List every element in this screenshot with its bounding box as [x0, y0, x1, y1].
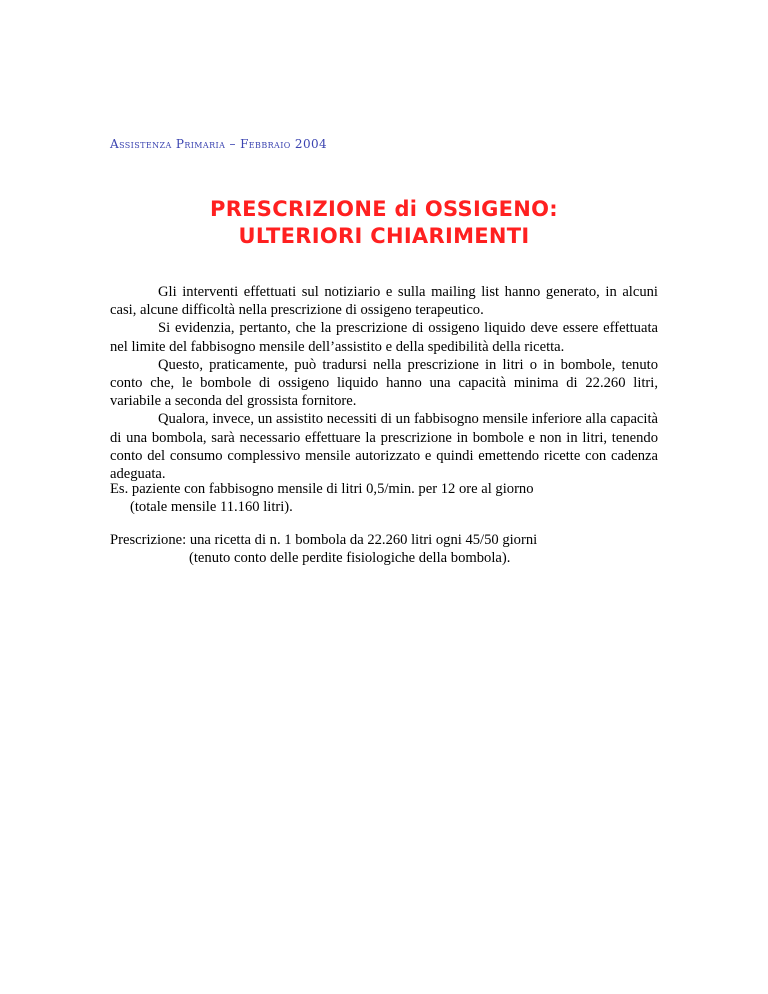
title-line-2: ULTERIORI CHIARIMENTI — [238, 224, 530, 248]
paragraph-1: Gli interventi effettuati sul notiziario e sulla mailing list hanno generato, in alcuni casi, alcune difficoltà nella prescrizione di ossigeno terapeutico. — [110, 284, 658, 319]
document-header: Assistenza Primaria – Febbraio 2004 — [110, 137, 328, 151]
paragraph-3: Questo, praticamente, può tradursi nella prescrizione in litri o in bombole, tenuto conto che, le bombole di ossigeno liquido hanno una capacità minima di 22.260 litri, variabile a seconda del grossista fornitore. — [110, 356, 658, 410]
paragraph-2: Si evidenzia, pertanto, che la prescrizione di ossigeno liquido deve essere effettuata nel limite del fabbisogno mensile dell’assistito e della spedibilità della ricetta. — [110, 320, 658, 355]
prescription-line-2: (tenuto conto delle perdite fisiologiche della bombola). — [189, 550, 511, 567]
title-line-1: PRESCRIZIONE di OSSIGENO: — [210, 197, 558, 221]
paragraph-4: Qualora, invece, un assistito necessiti di un fabbisogno mensile inferiore alla capacità di una bombola, sarà necessario effettuare la prescrizione in bombole e non in litri, tenendo conto del consumo complessivo mensile autorizzato e quindi emettendo ricette con cadenza adeguata. — [110, 411, 658, 483]
example-line-2: (totale mensile 11.160 litri). — [130, 499, 293, 516]
example-line-1: Es. paziente con fabbisogno mensile di litri 0,5/min. per 12 ore al giorno — [110, 481, 534, 497]
prescription-line-1: Prescrizione: una ricetta di n. 1 bombola da 22.260 litri ogni 45/50 giorni — [110, 532, 538, 548]
document-title — [0, 196, 768, 250]
body-text — [110, 283, 658, 483]
example-block — [110, 480, 670, 516]
prescription-block — [110, 531, 670, 567]
